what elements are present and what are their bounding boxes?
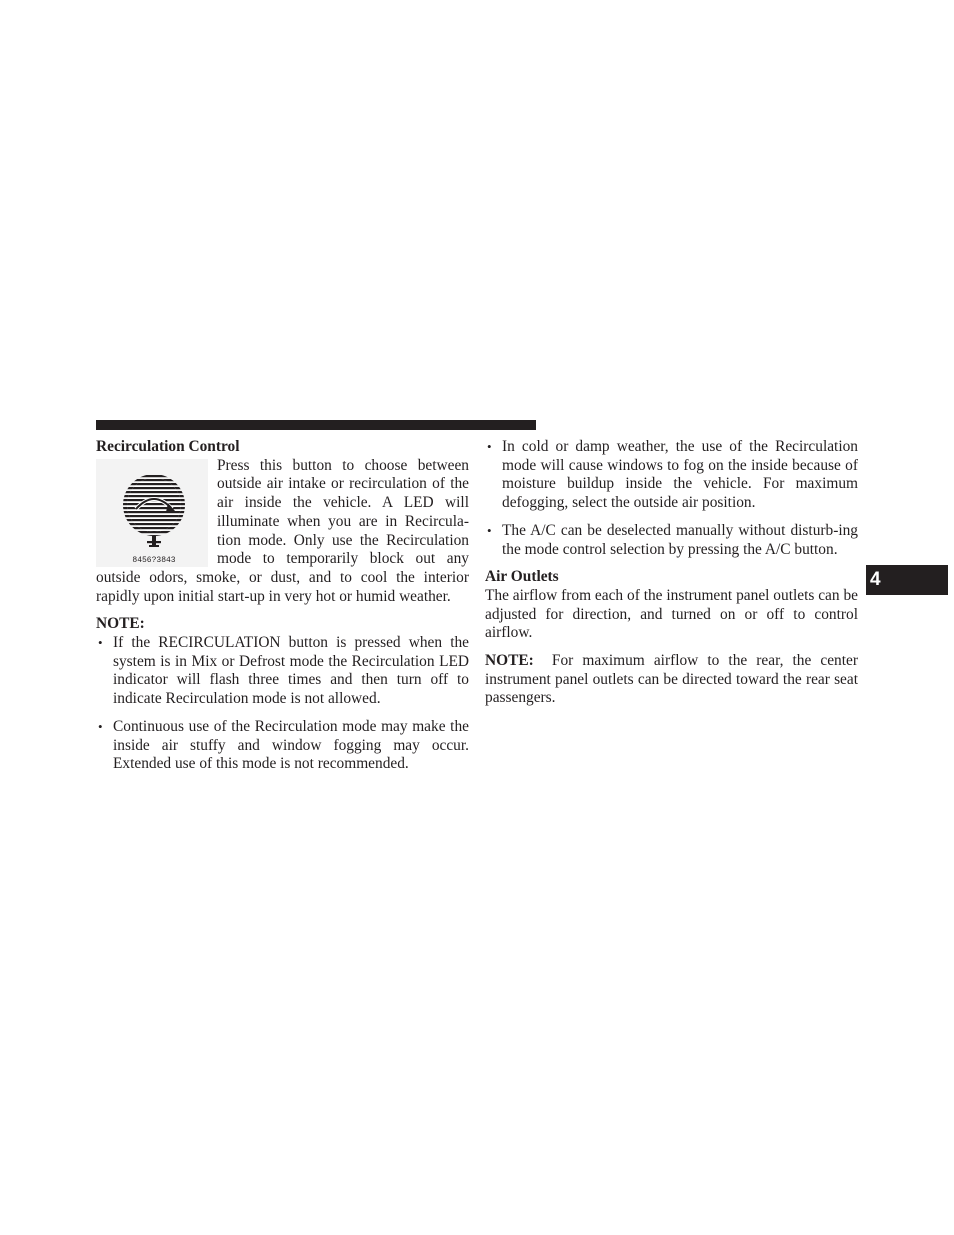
bullet-text: The A/C can be deselected manually without disturb-ing the mode control selection by pressing the A/C button. bbox=[502, 521, 858, 558]
note-text: For maximum airflow to the rear, the center instrument panel outlets can be directed toward the rear seat passengers. bbox=[485, 652, 858, 707]
list-item bbox=[96, 634, 469, 709]
left-column bbox=[96, 438, 469, 774]
recirculation-symbol bbox=[96, 457, 208, 567]
symbol-caption: 8456?3843 bbox=[132, 555, 176, 565]
recirculation-control-heading: Recirculation Control bbox=[96, 438, 240, 455]
list-item bbox=[96, 718, 469, 774]
list-item bbox=[485, 522, 858, 559]
note-label: NOTE: bbox=[485, 652, 534, 670]
recirculation-button-icon bbox=[96, 459, 208, 567]
right-bullet-list bbox=[485, 438, 858, 559]
bullet-icon: • bbox=[487, 522, 492, 538]
recirculation-intro-paragraph: Press this button to choose between outside air intake or recirculation of the air inside the vehicle. A LED will illuminate when you are in Recircula-tion mode. Only use the Recirculation mode to temporarily block out any outside odors, smoke, or dust, and to cool the interior rapidly upon initial start-up in very hot or humid weather. bbox=[96, 456, 469, 605]
bullet-text: Continuous use of the Recirculation mode may make the inside air stuffy and window fogging may occur. Extended use of this mode is not recommended. bbox=[113, 717, 469, 773]
bullet-icon: • bbox=[98, 635, 103, 651]
air-outlets-heading: Air Outlets bbox=[485, 568, 559, 586]
bullet-text: In cold or damp weather, the use of the Recirculation mode will cause windows to fog on the inside because of moisture buildup inside the vehicle. For maximum defogging, select the outside air position. bbox=[502, 438, 858, 512]
bullet-text: If the RECIRCULATION button is pressed when the system is in Mix or Defrost mode the Recirculation LED indicator will flash three times and then turn off to indicate Recirculation mode is not allowed. bbox=[113, 634, 469, 708]
left-note-bullet-list bbox=[96, 634, 469, 774]
chapter-tab: 4 bbox=[866, 565, 948, 595]
air-outlets-paragraph: The airflow from each of the instrument panel outlets can be adjusted for direction, and turned on or off to control airflow. bbox=[485, 586, 858, 642]
right-column bbox=[485, 438, 858, 708]
note-label: NOTE: bbox=[96, 615, 145, 633]
bullet-icon: • bbox=[487, 439, 492, 454]
bullet-icon: • bbox=[98, 718, 103, 734]
air-outlets-note bbox=[485, 652, 858, 708]
section-top-rule bbox=[96, 420, 536, 430]
list-item bbox=[485, 438, 858, 513]
